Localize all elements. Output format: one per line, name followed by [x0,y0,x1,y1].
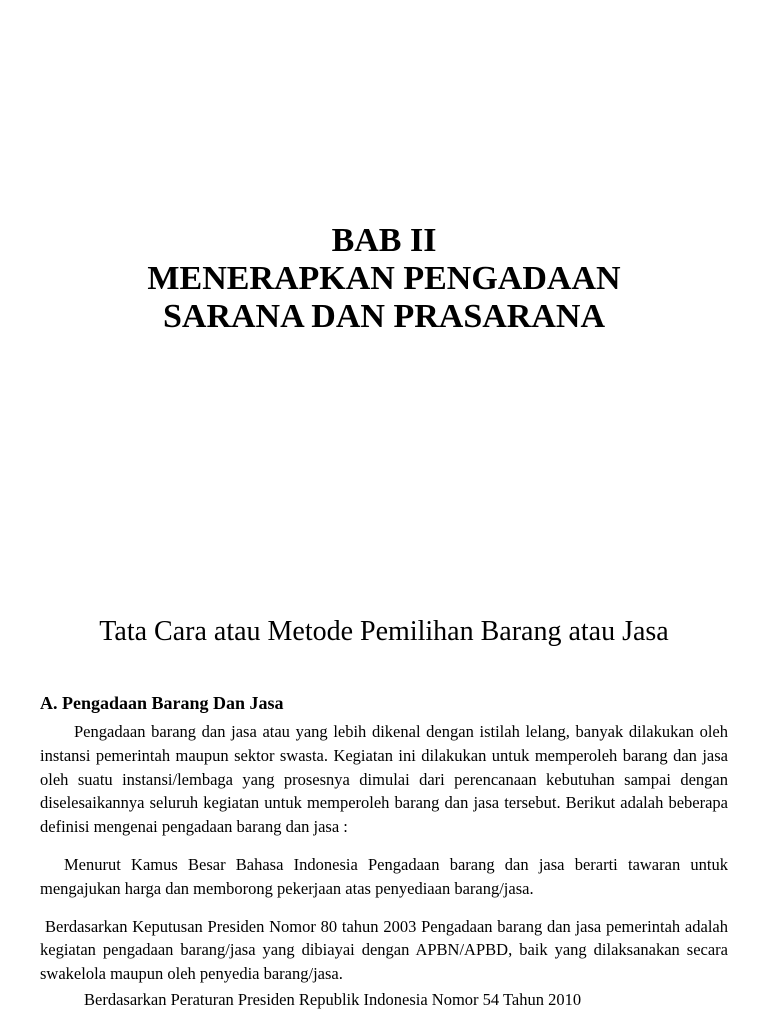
chapter-title-line-1: MENERAPKAN PENGADAAN [147,260,621,297]
chapter-number: BAB II [331,222,437,259]
chapter-title-line-2: SARANA DAN PRASARANA [162,298,606,335]
paragraph-kbbi-definition: Menurut Kamus Besar Bahasa Indonesia Pengadaan barang dan jasa berarti tawaran untuk mengajukan harga dan memborong pekerjaan atas penyediaan barang/jasa. [40,854,728,898]
paragraph-definition-intro: Pengadaan barang dan jasa atau yang lebih dikenal dengan istilah lelang, banyak dilakukan oleh instansi pemerintah maupun sektor swasta. Kegiatan ini dilakukan untuk memperoleh barang dan jasa oleh suatu instansi/lembaga yang prosesnya dimulai dari perencanaan kebutuhan sampai dengan diselesaikannya seluruh kegiatan untuk memperoleh barang dan jasa tersebut. Berikut adalah beberapa definisi mengenai pengadaan barang dan jasa : [40,722,728,837]
chapter-heading [0,222,768,336]
paragraph-perpres-definition: Berdasarkan Peraturan Presiden Republik Indonesia Nomor 54 Tahun 2010 [84,989,582,1009]
section-a [40,690,728,1016]
page-subtitle: Tata Cara atau Metode Pemilihan Barang atau Jasa [99,616,669,647]
section-heading: A. Pengadaan Barang Dan Jasa [40,693,284,713]
paragraph-keppres-definition: Berdasarkan Keputusan Presiden Nomor 80 tahun 2003 Pengadaan barang dan jasa pemerintah adalah kegiatan pengadaan barang/jasa yang dibiayai dengan APBN/APBD, baik yang dilaksanakan secara swakelola maupun oleh penyedia barang/jasa. [40,916,728,984]
